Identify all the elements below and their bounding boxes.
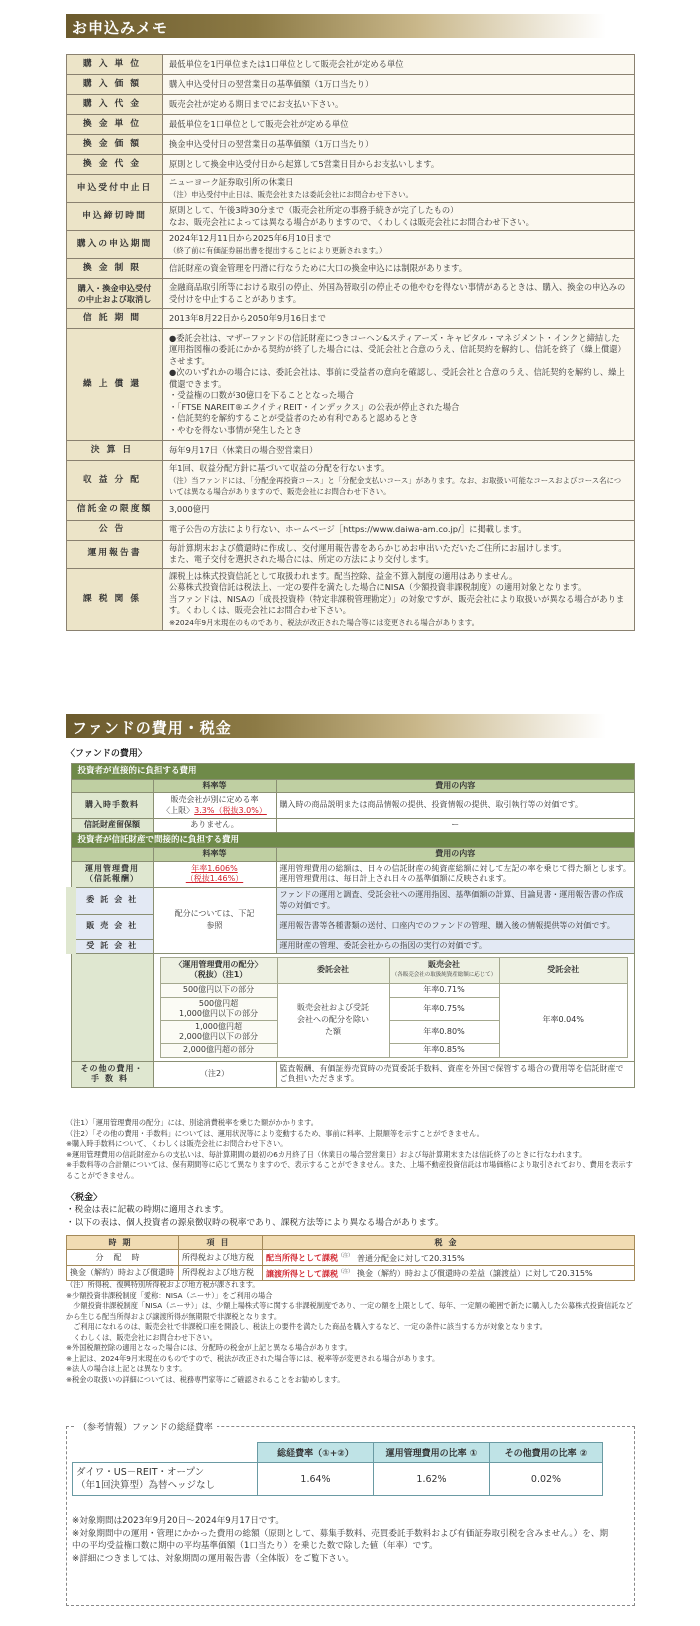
seller-content: 運用報告書等各種書類の送付、口座内でのファンドの管理、購入後の情報提供等の対価です。 [276, 914, 635, 939]
memo-label: 換金代金 [67, 155, 163, 175]
fees-subtitle: 〈ファンドの費用〉 [66, 749, 147, 759]
tax_notes-line: ご利用になれるのは、販売会社で非課税口座を開設し、税法上の要件を満たした商品を購入するなど、一定の条件に該当する方が対象となります。 [66, 1322, 547, 1331]
alloc-seller-value: 年率0.71% [389, 983, 499, 997]
memo-text: 信託財産の資金管理を円滑に行なうために大口の換金申込には制限があります。 [169, 262, 468, 273]
tax-row [67, 1250, 635, 1266]
alloc-header-tier: 〈運用管理費用の配分〉 （税抜）（注1） [160, 957, 277, 983]
memo-value [163, 259, 635, 279]
memo-value [163, 461, 635, 501]
memo-label: 申込受付中止日 [67, 175, 163, 203]
retention-rate: ありません。 [153, 819, 276, 833]
col-content: 費用の内容 [276, 779, 635, 793]
memo-value [163, 95, 635, 115]
memo-text: 原則として、午後3時30分まで（販売会社所定の事務手続きが完了したもの） なお、販売会社によっては異なる場合がありますので、くわしくは販売会社にお問合わせ下さい。 [169, 205, 534, 227]
memo-text: 年1回、収益分配方針に基づいて収益の分配を行ないます。 [169, 463, 390, 473]
memo-row [67, 279, 635, 309]
ref-other-value: 0.02% [490, 1463, 603, 1496]
tax-item: 所得税および地方税 [179, 1265, 263, 1281]
alloc-tier: 2,000億円超の部分 [160, 1043, 277, 1057]
tax-rate-text: 換金（解約）時および償還時の差益（譲渡益）に対して20.315% [357, 1269, 593, 1279]
alloc-seller-value: 年率0.85% [389, 1043, 499, 1057]
memo-value [163, 520, 635, 540]
memo-row [67, 231, 635, 259]
alloc-tier: 500億円超 1,000億円以下の部分 [160, 997, 277, 1020]
alloc-note: 配分については、下記参照 [153, 887, 276, 953]
memo-label: 換金単位 [67, 115, 163, 135]
alloc-header-seller: 販売会社 （各販売会社の取扱純資産総額に応じて） [389, 957, 499, 983]
memo-row [67, 461, 635, 501]
fee_notes-line: （注2）「その他の費用・手数料」については、運用状況等により変動するため、事前に料率、上限額等を示すことができません。 [66, 1128, 484, 1138]
tax-note-mark: （注） [338, 1253, 354, 1259]
purchase-fee-content: 購入時の商品説明または商品情報の提供、投資情報の提供、取引執行等の対価です。 [276, 793, 635, 819]
memo-row [67, 568, 635, 631]
memo-label: 換金価額 [67, 135, 163, 155]
alloc-consign-value: 販売会社および受託会社への配分を除いた額 [277, 983, 389, 1057]
retention-content: ー [276, 819, 635, 833]
tax-notes [66, 1280, 635, 1385]
trustee-label: 受託会社 [71, 939, 153, 953]
ref-notes [72, 1515, 612, 1565]
alloc-table [160, 957, 629, 1058]
memo-text: 最低単位を1口単位として販売会社が定める単位 [169, 118, 349, 129]
fee_notes-line: ※手数料等の合計額については、保有期間等に応じて異なりますので、表示することができません。また、上場不動産投資信託は市場価格により取引されており、費用を表示することができません。 [66, 1160, 633, 1180]
memo-row [67, 115, 635, 135]
memo-label: 換金制限 [67, 259, 163, 279]
alloc-header-consign: 委託会社 [277, 957, 389, 983]
tax-value [263, 1250, 635, 1266]
memo-text: ●委託会社は、マザーファンドの信託財産につきコーヘン&スティアーズ・キャピタル・マネジメント・インクと締結した運用指図権の委託にかかる契約が終了した場合には、受託会社と合意のうえ、信託契約を解約し、信託を終了（繰上償還）させます。 ●次のいずれかの場合には、委託会社は、事前に受益者の意向を確認し、受託会社と合意のうえ、信託契約を解約し、繰上償還できます。 ・受益権の口数が30億口を下ることとなった場合 ・「FTSE NAREIT®エクイティREIT・インデックス」の公表が停止された場合 ・信託契約を解約することが受益者のため有利であると認めるとき ・やむを得ない事情が発生したとき [169, 332, 626, 435]
memo-text: 原則として換金申込受付日から起算して5営業日目からお支払いします。 [169, 158, 440, 169]
alloc-header-trustee: 受託会社 [499, 957, 628, 983]
consign-content: ファンドの運用と調査、受託会社への運用指図、基準価額の計算、目論見書・運用報告書の作成等の対価です。 [276, 887, 635, 914]
memo-label: 繰上償還 [67, 329, 163, 441]
ref-table [72, 1442, 603, 1496]
memo-text: 2013年8月22日から2050年9月16日まで [169, 312, 326, 323]
memo-text: 毎年9月17日（休業日の場合翌営業日） [169, 444, 318, 455]
tax-period: 換金（解約）時および償還時 [67, 1265, 179, 1281]
memo-value [163, 329, 635, 441]
memo-row [67, 520, 635, 540]
other-fee-content: 監査報酬、有価証券売買時の売買委託手数料、資産を外国で保管する場合の費用等を信託財産でご負担いただきます。 [276, 1061, 635, 1087]
mgmt-fee-rate: 年率1.606% （税抜1.46%） [153, 861, 276, 887]
fee-table [66, 763, 635, 1088]
memo-row [67, 329, 635, 441]
tax_notes-line: ※上記は、2024年9月末現在のものですので、税法が改正された場合等には、税率等が変更される場合があります。 [66, 1353, 440, 1363]
ref-header-blank [73, 1443, 258, 1463]
memo-value [163, 500, 635, 520]
mgmt-fee-content: 運用管理費用の総額は、日々の信託財産の純資産総額に対して左記の率を乗じて得た額とします。運用管理費用は、毎日計上され日々の基準価額に反映されます。 [276, 861, 635, 887]
memo-row [67, 203, 635, 231]
purchase-fee-label: 購入時手数料 [71, 793, 153, 819]
memo-label: 信託金の限度額 [67, 500, 163, 520]
alloc-tier: 500億円以下の部分 [160, 983, 277, 997]
memo-row [67, 259, 635, 279]
tax_notes-line: ※法人の場合は上記とは異なります。 [66, 1364, 187, 1373]
direct-cost-header: 投資者が直接的に負担する費用 [71, 764, 635, 780]
memo-note: ※2024年9月末現在のものであり、税法が改正された場合等には変更される場合があります。 [169, 617, 479, 627]
tax-bullets-line: ・税金は表に記載の時期に適用されます。 [66, 1205, 229, 1215]
tax-type: 譲渡所得として課税 [266, 1269, 338, 1279]
ref-header-mgmt: 運用管理費用の比率 ① [374, 1443, 490, 1463]
memo-row [67, 175, 635, 203]
memo-value [163, 155, 635, 175]
memo-label: 購入・換金申込受付 の中止および取消し [67, 279, 163, 309]
tax-header-tax: 税金 [263, 1236, 635, 1250]
memo-row [67, 75, 635, 95]
tax-row [67, 1265, 635, 1281]
memo-row [67, 95, 635, 115]
memo-row [67, 55, 635, 75]
tax-bullets [66, 1204, 635, 1230]
memo-row [67, 500, 635, 520]
memo-note: （終了前に有価証券届出書を提出することにより更新されます。） [169, 245, 387, 255]
other-fee-label: その他の費用・ 手数料 [71, 1061, 153, 1087]
memo-text: 購入申込受付日の翌営業日の基準価額（1万口当たり） [169, 78, 374, 89]
memo-text: ニューヨーク証券取引所の休業日 [169, 177, 294, 187]
consign-label: 委託会社 [71, 887, 153, 914]
memo-value [163, 55, 635, 75]
memo-value [163, 441, 635, 461]
tax_notes-line: 少額投資非課税制度「NISA（ニーサ）」は、少額上場株式等に関する非課税制度であり、一定の額を上限として、毎年、一定額の範囲で新たに購入した公募株式投資信託などから生じる配当所得および譲渡所得が無期限で非課税となります。 [66, 1301, 633, 1321]
memo-text: 3,000億円 [169, 504, 210, 515]
col-rate: 料率等 [153, 779, 276, 793]
ref-notes-line: ※対象期間は2023年9月20日～2024年9月17日です。 [72, 1516, 284, 1526]
memo-value [163, 231, 635, 259]
ref-title: （参考情報）ファンドの総経費率 [74, 1420, 217, 1433]
memo-row [67, 540, 635, 568]
seller-label: 販売会社 [71, 914, 153, 939]
fee-notes [66, 1118, 635, 1181]
section-title-fees: ファンドの費用・税金 [66, 714, 606, 738]
purchase-fee-rate: 販売会社が別に定める率 〈上限〉3.3%（税抜3.0%） [153, 793, 276, 819]
memo-label: 決算日 [67, 441, 163, 461]
tax_notes-line: ※税金の取扱いの詳細については、税務専門家等にご確認されることをお勧めします。 [66, 1374, 345, 1384]
memo-value [163, 309, 635, 329]
memo-value [163, 568, 635, 631]
ref-notes-line: ※詳細につきましては、対象期間の運用報告書（全体版）をご覧下さい。 [72, 1553, 355, 1564]
ref-mgmt-value: 1.62% [374, 1463, 490, 1496]
tax-type: 配当所得として課税 [266, 1253, 338, 1263]
memo-text: 販売会社が定める期日までにお支払い下さい。 [169, 98, 344, 109]
memo-row [67, 135, 635, 155]
memo-label: 購入の申込期間 [67, 231, 163, 259]
memo-note: （注）申込受付中止日は、販売会社または委託会社にお問合わせ下さい。 [169, 189, 413, 199]
tax-item: 所得税および地方税 [179, 1250, 263, 1266]
tax-table [66, 1235, 635, 1281]
col-rate-2: 料率等 [153, 848, 276, 862]
tax-bullets-line: ・以下の表は、個人投資者の源泉徴収時の税率であり、課税方法等により異なる場合があります。 [66, 1218, 444, 1228]
memo-value [163, 203, 635, 231]
tax_notes-line: （注）所得税、復興特別所得税および地方税が課されます。 [66, 1280, 260, 1289]
memo-value [163, 135, 635, 155]
memo-value [163, 279, 635, 309]
ref-notes-line: ※対象期間中の運用・管理にかかった費用の総額（原則として、募集手数料、売買委託手数料および有価証券取引税を含みません。）を、期中の平均受益権口数に期中の平均基準価額（1口当たり）を乗じた数で除した値（年率）です。 [72, 1528, 609, 1551]
ref-header-total: 総経費率（①+②） [258, 1443, 374, 1463]
tax-header-period: 時期 [67, 1236, 179, 1250]
tax-subtitle: 〈税金〉 [66, 1193, 103, 1203]
tax-note-mark: （注） [338, 1268, 354, 1275]
col-content-2: 費用の内容 [276, 848, 635, 862]
tax-value [263, 1265, 635, 1281]
tax_notes-line: くわしくは、販売会社にお問合わせ下さい。 [66, 1332, 217, 1342]
memo-text: 最低単位を1円単位または1口単位として販売会社が定める単位 [169, 58, 404, 69]
memo-label: 購入価額 [67, 75, 163, 95]
alloc-seller-value: 年率0.80% [389, 1020, 499, 1043]
mgmt-fee-label: 運用管理費用 （信託報酬） [71, 861, 153, 887]
fee_notes-line: ※購入時手数料について、くわしくは販売会社にお問合わせ下さい。 [66, 1139, 288, 1148]
alloc-seller-value: 年率0.75% [389, 997, 499, 1020]
alloc-trustee-value: 年率0.04% [499, 983, 628, 1057]
memo-label: 購入代金 [67, 95, 163, 115]
memo-row [67, 441, 635, 461]
alloc-row [160, 983, 628, 997]
memo-value [163, 115, 635, 135]
memo-text: 毎計算期末および償還時に作成し、交付運用報告書をあらかじめお申出いただいたご住所にお届けします。 また、電子交付を選択された場合には、所定の方法により交付します。 [169, 542, 567, 564]
memo-text: 2024年12月11日から2025年6月10日まで [169, 233, 332, 243]
memo-row [67, 309, 635, 329]
memo-label: 信託期間 [67, 309, 163, 329]
memo-label: 課税関係 [67, 568, 163, 631]
memo-text: 課税上は株式投資信託として取扱われます。配当控除、益金不算入制度の適用はありません。 公募株式投資信託は税法上、一定の要件を満たした場合にNISA（少額投資非課税制度）の適用対象となります。 当ファンドは、NISAの「成長投資枠（特定非課税管理勘定）」の対象ですが、販売会社により取扱いが異なる場合があります。くわしくは、販売会社にお問合わせ下さい。 [169, 570, 625, 615]
memo-value [163, 175, 635, 203]
other-fee-rate: （注2） [153, 1061, 276, 1087]
memo-value [163, 540, 635, 568]
memo-label: 収益分配 [67, 461, 163, 501]
memo-text: 換金申込受付日の翌営業日の基準価額（1万口当たり） [169, 138, 374, 149]
memo-label: 公告 [67, 520, 163, 540]
alloc-tier: 1,000億円超 2,000億円以下の部分 [160, 1020, 277, 1043]
ref-total-value: 1.64% [258, 1463, 374, 1496]
memo-value [163, 75, 635, 95]
retention-label: 信託財産留保額 [71, 819, 153, 833]
tax-rate-text: 普通分配金に対して20.315% [357, 1253, 465, 1263]
fee_notes-line: ※運用管理費用の信託財産からの支払いは、毎計算期間の最初の6カ月終了日（休業日の場合翌営業日）および毎計算期末または信託終了のときに行なわれます。 [66, 1149, 587, 1159]
memo-text: 電子公告の方法により行ない、ホームページ［https://www.daiwa-am.co.jp/］に掲載します。 [169, 524, 527, 535]
alloc-cell [153, 953, 635, 1061]
memo-row [67, 155, 635, 175]
fee_notes-line: （注1）「運用管理費用の配分」には、別途消費税率を乗じた額がかかります。 [66, 1118, 318, 1127]
tax-header-item: 項目 [179, 1236, 263, 1250]
tax_notes-line: ※少額投資非課税制度「愛称：NISA（ニーサ）」をご利用の場合 [66, 1290, 273, 1300]
memo-label: 購入単位 [67, 55, 163, 75]
section-title-memo: お申込みメモ [66, 14, 606, 38]
tax-period: 分配時 [67, 1250, 179, 1266]
indirect-cost-header: 投資者が信託財産で間接的に負担する費用 [71, 832, 635, 848]
memo-text: 金融商品取引所等における取引の停止、外国為替取引の停止その他やむを得ない事情があるときは、購入、換金の申込みの受付けを中止することがあります。 [169, 282, 626, 304]
memo-table [66, 54, 635, 631]
memo-note: （注）当ファンドには、「分配金再投資コース」と「分配金支払いコース」があります。なお、お取扱い可能なコースおよびコース名については異なる場合がありますので、販売会社にお問合わせ下さい。 [169, 475, 622, 496]
memo-label: 運用報告書 [67, 540, 163, 568]
tax_notes-line: ※外国税額控除の適用となった場合には、分配時の税金が上記と異なる場合があります。 [66, 1343, 352, 1352]
trustee-content: 運用財産の管理、委託会社からの指図の実行の対価です。 [276, 939, 635, 953]
ref-fund-name: ダイワ・US－REIT・オープン （年1回決算型）為替ヘッジなし [73, 1463, 258, 1496]
memo-label: 申込締切時間 [67, 203, 163, 231]
ref-header-other: その他費用の比率 ② [490, 1443, 603, 1463]
